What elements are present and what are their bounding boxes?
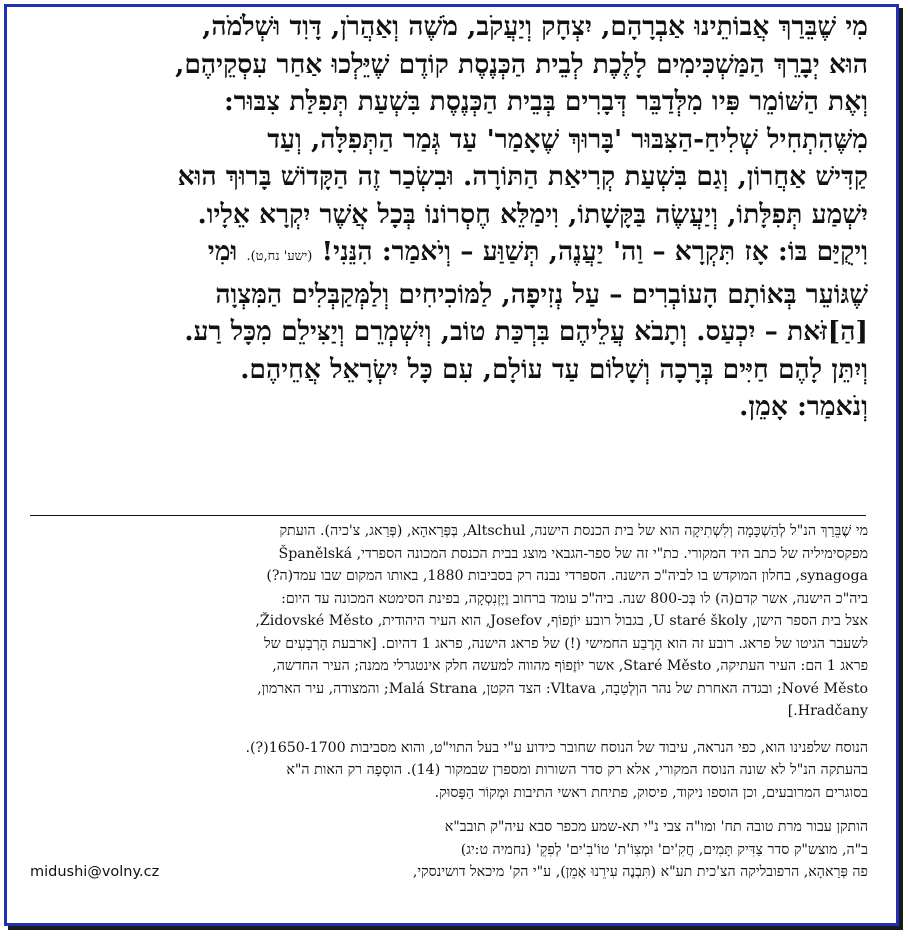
blessing-line: וְיִתֵּן לָהֶם חַיִּים בְּרָכָה וְשָׁלוֹם עַד עוֹלָם, עִם כָּל יִשְׂרָאֵל אֲחֵיהֶם. bbox=[240, 353, 868, 385]
note-line: פראג 1 הם: העיר העתיקה, Staré Město, אשר יוֹזֶפוֹף מהווה למעשה חלק אינטגרלי ממנה; העיר החדשה, bbox=[272, 658, 868, 674]
note-line: מי שֶׁבֵּרַךְ הנ"ל לְהַשְׁכָּמָה וְלִשְׁתִיקָה הוא של בית הכנסת הישנה, Altschul, בְּפְּרַאהָא, (פְּרַאג, צ'כיה). הועתק bbox=[279, 523, 868, 539]
note-line: הנוסח שלפנינו הוא, כפי הנראה, עיבוד של הנוסח שחובר כידוע ע"י בעל התוי"ט, והוא מסביבות 1650-1700(?). bbox=[245, 739, 868, 756]
divider-line bbox=[30, 515, 866, 516]
blessing-line-end: וּמִי bbox=[207, 236, 238, 267]
notes-block bbox=[30, 520, 868, 884]
note-line: synagoga, בחלון המוקדש בו לביה"כ הישנה. הספרדי נבנה רק בסביבות 1880, באותו המקום שבו עמד(ה?) bbox=[266, 568, 868, 584]
blessing-line: מִשֶּׁהִתְחִיל שְׁלִיחַ-הַצִּבּוּר 'בָּרוּךְ שֶׁאָמַר' עַד גְּמַר הַתְּפִלָּה, וְעַד bbox=[267, 123, 868, 155]
blessing-closing: וְנֹאמַר: אָמֵן. bbox=[739, 391, 868, 422]
blessing-line: וְאֶת הַשּׁוֹמֵר פִּיו מִלְּדַבֵּר דְּבָרִים בְּבֵית הַכְּנֶסֶת בִּשְׁעַת תְּפִלַּת צִבּוּר: bbox=[223, 86, 868, 117]
blessing-line: קַדִּישׁ אַחֲרוֹן, וְגַם בִּשְׁעַת קְרִיאַת הַתּוֹרָה. וּבִשְׂכַר זֶה הַקָּדוֹשׁ בָּרוּךְ הוּא bbox=[177, 161, 868, 192]
notes-paragraph-dedication bbox=[30, 816, 868, 861]
blessing-line: הוּא יְבָרֵךְ הַמַּשְׁכִּימִים לָלֶכֶת לְבֵית הַכְּנֶסֶת קוֹדֶם שֶׁיֵּלְכוּ אַחַר עִסְקֵיהֶם, bbox=[175, 48, 868, 80]
blessing-block bbox=[30, 8, 868, 426]
verse-reference: (ישע' נח,ט). bbox=[246, 249, 313, 264]
note-line: לשעבר הגיטו של פראג. רובע זה הוא הָרֶבַע החמישי (!) של פראג הישנה, פראג 1 דהיום. [ארבעת הָרְבָעִים של bbox=[264, 635, 868, 652]
note-line: מפקסימיליה של כתב היד המקורי. כת"י זה של ספר-הגבאי מוצג בבית הכנסת המכונה הספרדי, Španělská bbox=[278, 545, 868, 562]
blessing-line bbox=[30, 233, 868, 276]
verse-quote: וִיקֻיַּם בּוֹ: אָז תִּקְרָא – וַה' יַעֲנֶה, תְּשַׁוַּע – וְיֹאמַר: הִנֵּנִי! bbox=[321, 236, 868, 267]
notes-paragraph-version bbox=[30, 737, 868, 805]
signature-row bbox=[30, 861, 868, 884]
note-line: Nové Město; ובגדה האחרת של נהר הוְלְטַבָה, Vltava: הצד הקטן, Malá Strana; והמצודה, עיר הארמון, bbox=[257, 680, 868, 697]
note-line: Hradčany.] bbox=[787, 703, 868, 719]
blessing-line: [הַ]זֹּאת – יִכְעַס. וְתָבֹא עֲלֵיהֶם בִּרְכַּת טוֹב, וְיִשְׁמְרֵם וְיַצִּילֵם מִכָּל רַע. bbox=[184, 316, 868, 347]
email-link[interactable]: midushi@volny.cz bbox=[30, 864, 160, 880]
note-line: אצל בית הספר הישן, U staré školy, בגבול רובע יוֹזֶפוֹף, Josefov, הוא העיר היהודית, Židovské Město, bbox=[255, 613, 868, 629]
blessing-line: שֶׁגּוֹעֵר בְּאוֹתָם הָעוֹבְרִים – עַל נְזִיפָה, לַמּוֹכִיחִים וְלַמְּקַבְּלִים הַמִּצְוָה bbox=[215, 278, 868, 310]
blessing-text bbox=[30, 8, 868, 426]
blessing-line: יִשְׁמַע תְּפִלָּתוֹ, וְיַעֲשֶׂה בַּקָּשָׁתוֹ, וִימַלֵּא חֶסְרוֹנוֹ בְּכָל אֲשֶׁר יִקְרָא אֵלָיו. bbox=[197, 198, 868, 230]
note-line: הותקן עבור מרת טובה תח' ומו"ה צבי נ"י תא-שמע מכפר סבא עיה"ק תובב"א bbox=[444, 819, 868, 835]
signature-text: פה פְּרַאהָא, הרפובליקה הצ'כית תע"א (תִּבְנֶה עִירֵנוּ אָמֵן), ע"י הק' מיכאל דושינסקי, bbox=[412, 864, 868, 880]
blessing-line: מִי שֶׁבֵּרַךְ אֲבוֹתֵינוּ אַבְרָהָם, יִצְחָק וְיַעֲקֹב, מֹשֶׁה וְאַהֲרֹן, דָּוִד וּשְׁלֹמֹה, bbox=[202, 11, 868, 42]
notes-paragraph-source bbox=[30, 520, 868, 723]
note-line: ב"ה, מוצש"ק סדר צַדִּיק תָּמִים, חֲקִ'ים' וּמְצִוֹ'ת' טוֹ'בִ'ים' לְפִקֵ' (נחמיה ט:יג) bbox=[460, 841, 868, 858]
note-line: בהעתקה הנ"ל לא שונה הנוסח המקורי, אלא רק סדר השורות ומספרן שבמקור (14). הוסָפָה רק האות ה"א bbox=[286, 762, 868, 778]
note-line: בסוגרים המרובעים, וכן הוספו ניקוד, פיסוק, פתיחת ראשי התיבות וּמְקוֹר הַפָּסוּק. bbox=[434, 784, 868, 801]
note-line: ביה"כ הישנה, אשר קדם(ה) לו בְּכ-800 שנה. ביה"כ עומד ברחוב וֶיֶזְנִסְקָה, בפינת הסימטא המכונה עד היום: bbox=[281, 590, 868, 607]
